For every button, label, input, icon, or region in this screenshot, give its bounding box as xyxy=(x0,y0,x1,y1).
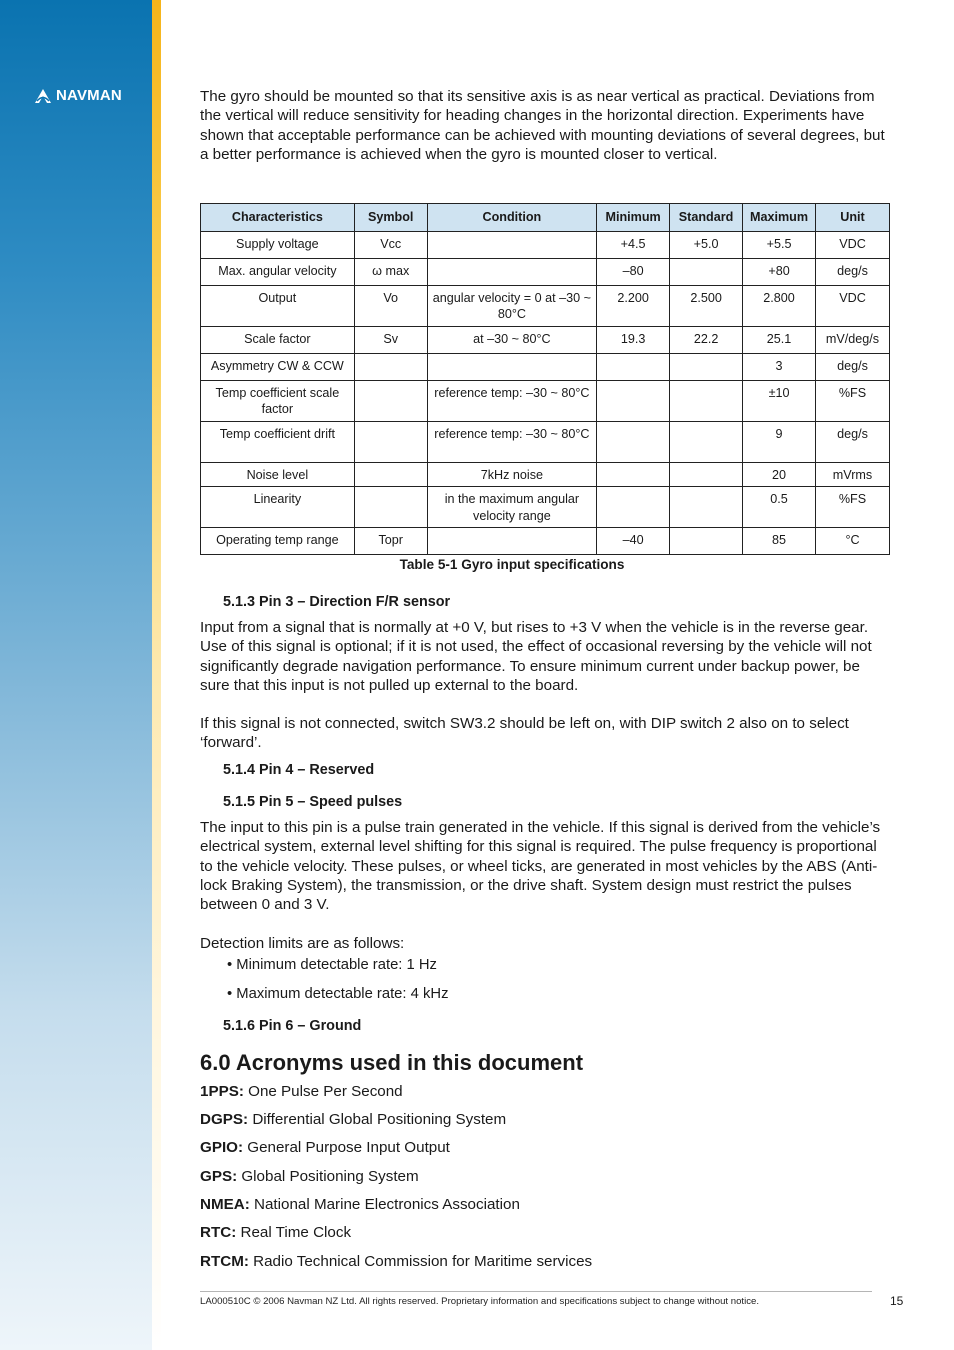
table-cell xyxy=(670,421,743,462)
navman-logo-icon xyxy=(34,88,52,104)
table-cell: 22.2 xyxy=(670,326,743,353)
table-cell: at –30 ~ 80°C xyxy=(427,326,597,353)
table-cell: Temp coefficient scale factor xyxy=(201,380,355,421)
table-cell: 25.1 xyxy=(743,326,816,353)
navman-logo xyxy=(34,87,122,104)
table-cell: Vcc xyxy=(354,231,427,258)
table-cell: VDC xyxy=(816,285,890,326)
table-row xyxy=(201,285,890,326)
sidebar-stripe xyxy=(152,0,161,1350)
acronym-definition: Radio Technical Commission for Maritime services xyxy=(248,1253,593,1270)
acronym-definition: Real Time Clock xyxy=(236,1224,352,1241)
acronym-term: RTC: xyxy=(200,1224,237,1241)
table-cell: Topr xyxy=(354,528,427,555)
header-condition: Condition xyxy=(427,204,597,232)
table-cell xyxy=(427,528,597,555)
table-cell xyxy=(670,258,743,285)
table-cell xyxy=(597,421,670,462)
table-cell: Temp coefficient drift xyxy=(201,421,355,462)
table-cell: mV/deg/s xyxy=(816,326,890,353)
gyro-spec-table xyxy=(200,203,890,555)
table-cell: +5.5 xyxy=(743,231,816,258)
pin3-paragraph-1: Input from a signal that is normally at +0 V, but rises to +3 V when the vehicle is in the reverse gear. Use of this signal is optional; if it is not used, the effect of occasional reversing by the vehicle will not significantly degrade navigation performance. To ensure minimum current under backup power, be sure that this input is not pulled up external to the board. xyxy=(200,619,872,694)
sidebar-band xyxy=(0,0,152,1350)
logo-text: NAVMAN xyxy=(56,87,122,104)
table-cell: reference temp: –30 ~ 80°C xyxy=(427,421,597,462)
table-cell: mVrms xyxy=(816,462,890,487)
header-minimum: Minimum xyxy=(597,204,670,232)
table-cell xyxy=(670,487,743,528)
table-cell: +4.5 xyxy=(597,231,670,258)
table-row xyxy=(201,462,890,487)
table-cell xyxy=(354,380,427,421)
table-cell xyxy=(354,421,427,462)
table-cell xyxy=(597,487,670,528)
acronym-item xyxy=(200,1139,450,1156)
table-cell: 2.200 xyxy=(597,285,670,326)
footer-divider xyxy=(200,1291,872,1292)
header-characteristics: Characteristics xyxy=(201,204,355,232)
table-cell: Output xyxy=(201,285,355,326)
acronym-item xyxy=(200,1083,403,1100)
acronyms-heading: 6.0 Acronyms used in this document xyxy=(200,1050,584,1075)
table-cell xyxy=(597,353,670,380)
table-row xyxy=(201,231,890,258)
acronym-item xyxy=(200,1224,351,1241)
acronym-term: RTCM: xyxy=(200,1253,249,1270)
table-cell: in the maximum angular velocity range xyxy=(427,487,597,528)
table-cell: Max. angular velocity xyxy=(201,258,355,285)
table-cell: ±10 xyxy=(743,380,816,421)
table-cell xyxy=(354,462,427,487)
intro-paragraph: The gyro should be mounted so that its sensitive axis is as near vertical as practical. Deviations from the vertical will reduce sensitivity for heading changes in the horizontal direction. Experiments have shown that acceptable performance can be achieved with mounting deviations of several degrees, but a better performance is achieved when the gyro is mounted closer to vertical. xyxy=(200,88,885,163)
header-standard: Standard xyxy=(670,204,743,232)
table-cell: 20 xyxy=(743,462,816,487)
footer-copyright: LA000510C © 2006 Navman NZ Ltd. All rights reserved. Proprietary information and specifications subject to change without notice. xyxy=(200,1296,760,1307)
acronym-definition: One Pulse Per Second xyxy=(243,1083,403,1100)
table-cell: deg/s xyxy=(816,258,890,285)
table-cell xyxy=(670,353,743,380)
table-cell xyxy=(354,487,427,528)
acronym-definition: General Purpose Input Output xyxy=(243,1139,450,1156)
table-cell: Vo xyxy=(354,285,427,326)
acronym-definition: Differential Global Positioning System xyxy=(248,1111,507,1128)
page-number: 15 xyxy=(890,1294,904,1308)
table-row xyxy=(201,528,890,555)
table-cell xyxy=(670,380,743,421)
table-row xyxy=(201,487,890,528)
table-cell: 7kHz noise xyxy=(427,462,597,487)
table-cell: 85 xyxy=(743,528,816,555)
acronym-definition: National Marine Electronics Association xyxy=(249,1196,520,1213)
pin5-paragraph-1: The input to this pin is a pulse train generated in the vehicle. If this signal is derived from the vehicle’s electrical system, external level shifting for this signal is required. The pulse frequency is proportional to the vehicle velocity. These pulses, or wheel ticks, are generated in most vehicles by the ABS (Anti-lock Braking System), the transmission, or the drive shaft. System design must restrict the pulses between 0 and 3 V. xyxy=(200,819,881,914)
pin5-paragraph-2: Detection limits are as follows: xyxy=(200,935,405,952)
pin6-heading: 5.1.6 Pin 6 – Ground xyxy=(223,1018,362,1034)
table-cell: 3 xyxy=(743,353,816,380)
table-cell: 2.800 xyxy=(743,285,816,326)
table-row xyxy=(201,326,890,353)
table-cell xyxy=(597,462,670,487)
table-header-row xyxy=(201,204,890,232)
table-cell: Sv xyxy=(354,326,427,353)
table-cell: 9 xyxy=(743,421,816,462)
table-cell: Noise level xyxy=(201,462,355,487)
table-cell xyxy=(427,258,597,285)
table-cell: deg/s xyxy=(816,421,890,462)
pin3-paragraph-2: If this signal is not connected, switch SW3.2 should be left on, with DIP switch 2 also on to select ‘forward’. xyxy=(200,715,849,752)
table-cell: deg/s xyxy=(816,353,890,380)
table-cell xyxy=(597,380,670,421)
acronym-item xyxy=(200,1111,506,1128)
table-row xyxy=(201,353,890,380)
table-cell: Scale factor xyxy=(201,326,355,353)
table-cell: Supply voltage xyxy=(201,231,355,258)
table-cell: –80 xyxy=(597,258,670,285)
table-cell: °C xyxy=(816,528,890,555)
table-row xyxy=(201,421,890,462)
table-cell: +80 xyxy=(743,258,816,285)
table-cell xyxy=(427,353,597,380)
acronym-definition: Global Positioning System xyxy=(237,1168,419,1185)
table-cell: %FS xyxy=(816,487,890,528)
table-cell: VDC xyxy=(816,231,890,258)
pin3-heading: 5.1.3 Pin 3 – Direction F/R sensor xyxy=(223,594,451,610)
table-cell: +5.0 xyxy=(670,231,743,258)
table-cell: –40 xyxy=(597,528,670,555)
table-cell xyxy=(427,231,597,258)
intro-block xyxy=(200,87,890,164)
table-cell: Asymmetry CW & CCW xyxy=(201,353,355,380)
table-cell: reference temp: –30 ~ 80°C xyxy=(427,380,597,421)
table-cell: 0.5 xyxy=(743,487,816,528)
table-cell: 19.3 xyxy=(597,326,670,353)
table-caption: Table 5-1 Gyro input specifications xyxy=(399,557,625,572)
bullet-min-rate: • Minimum detectable rate: 1 Hz xyxy=(227,957,437,973)
table-cell: %FS xyxy=(816,380,890,421)
header-symbol: Symbol xyxy=(354,204,427,232)
pin5-heading: 5.1.5 Pin 5 – Speed pulses xyxy=(223,794,403,810)
acronym-term: GPS: xyxy=(200,1168,238,1185)
acronym-term: NMEA: xyxy=(200,1196,250,1213)
pin4-heading: 5.1.4 Pin 4 – Reserved xyxy=(223,762,375,778)
acronym-term: 1PPS: xyxy=(200,1083,244,1100)
bullet-max-rate: • Maximum detectable rate: 4 kHz xyxy=(227,986,449,1002)
table-cell: angular velocity = 0 at –30 ~ 80°C xyxy=(427,285,597,326)
table-cell xyxy=(670,462,743,487)
acronym-term: GPIO: xyxy=(200,1139,244,1156)
table-row xyxy=(201,258,890,285)
table-row xyxy=(201,380,890,421)
table-cell xyxy=(354,353,427,380)
table-cell: ω max xyxy=(354,258,427,285)
table-cell: 2.500 xyxy=(670,285,743,326)
header-maximum: Maximum xyxy=(743,204,816,232)
acronym-item xyxy=(200,1253,592,1270)
table-cell: Operating temp range xyxy=(201,528,355,555)
acronym-item xyxy=(200,1196,520,1213)
acronym-item xyxy=(200,1168,419,1185)
header-unit: Unit xyxy=(816,204,890,232)
table-cell xyxy=(670,528,743,555)
acronym-term: DGPS: xyxy=(200,1111,249,1128)
table-cell: Linearity xyxy=(201,487,355,528)
